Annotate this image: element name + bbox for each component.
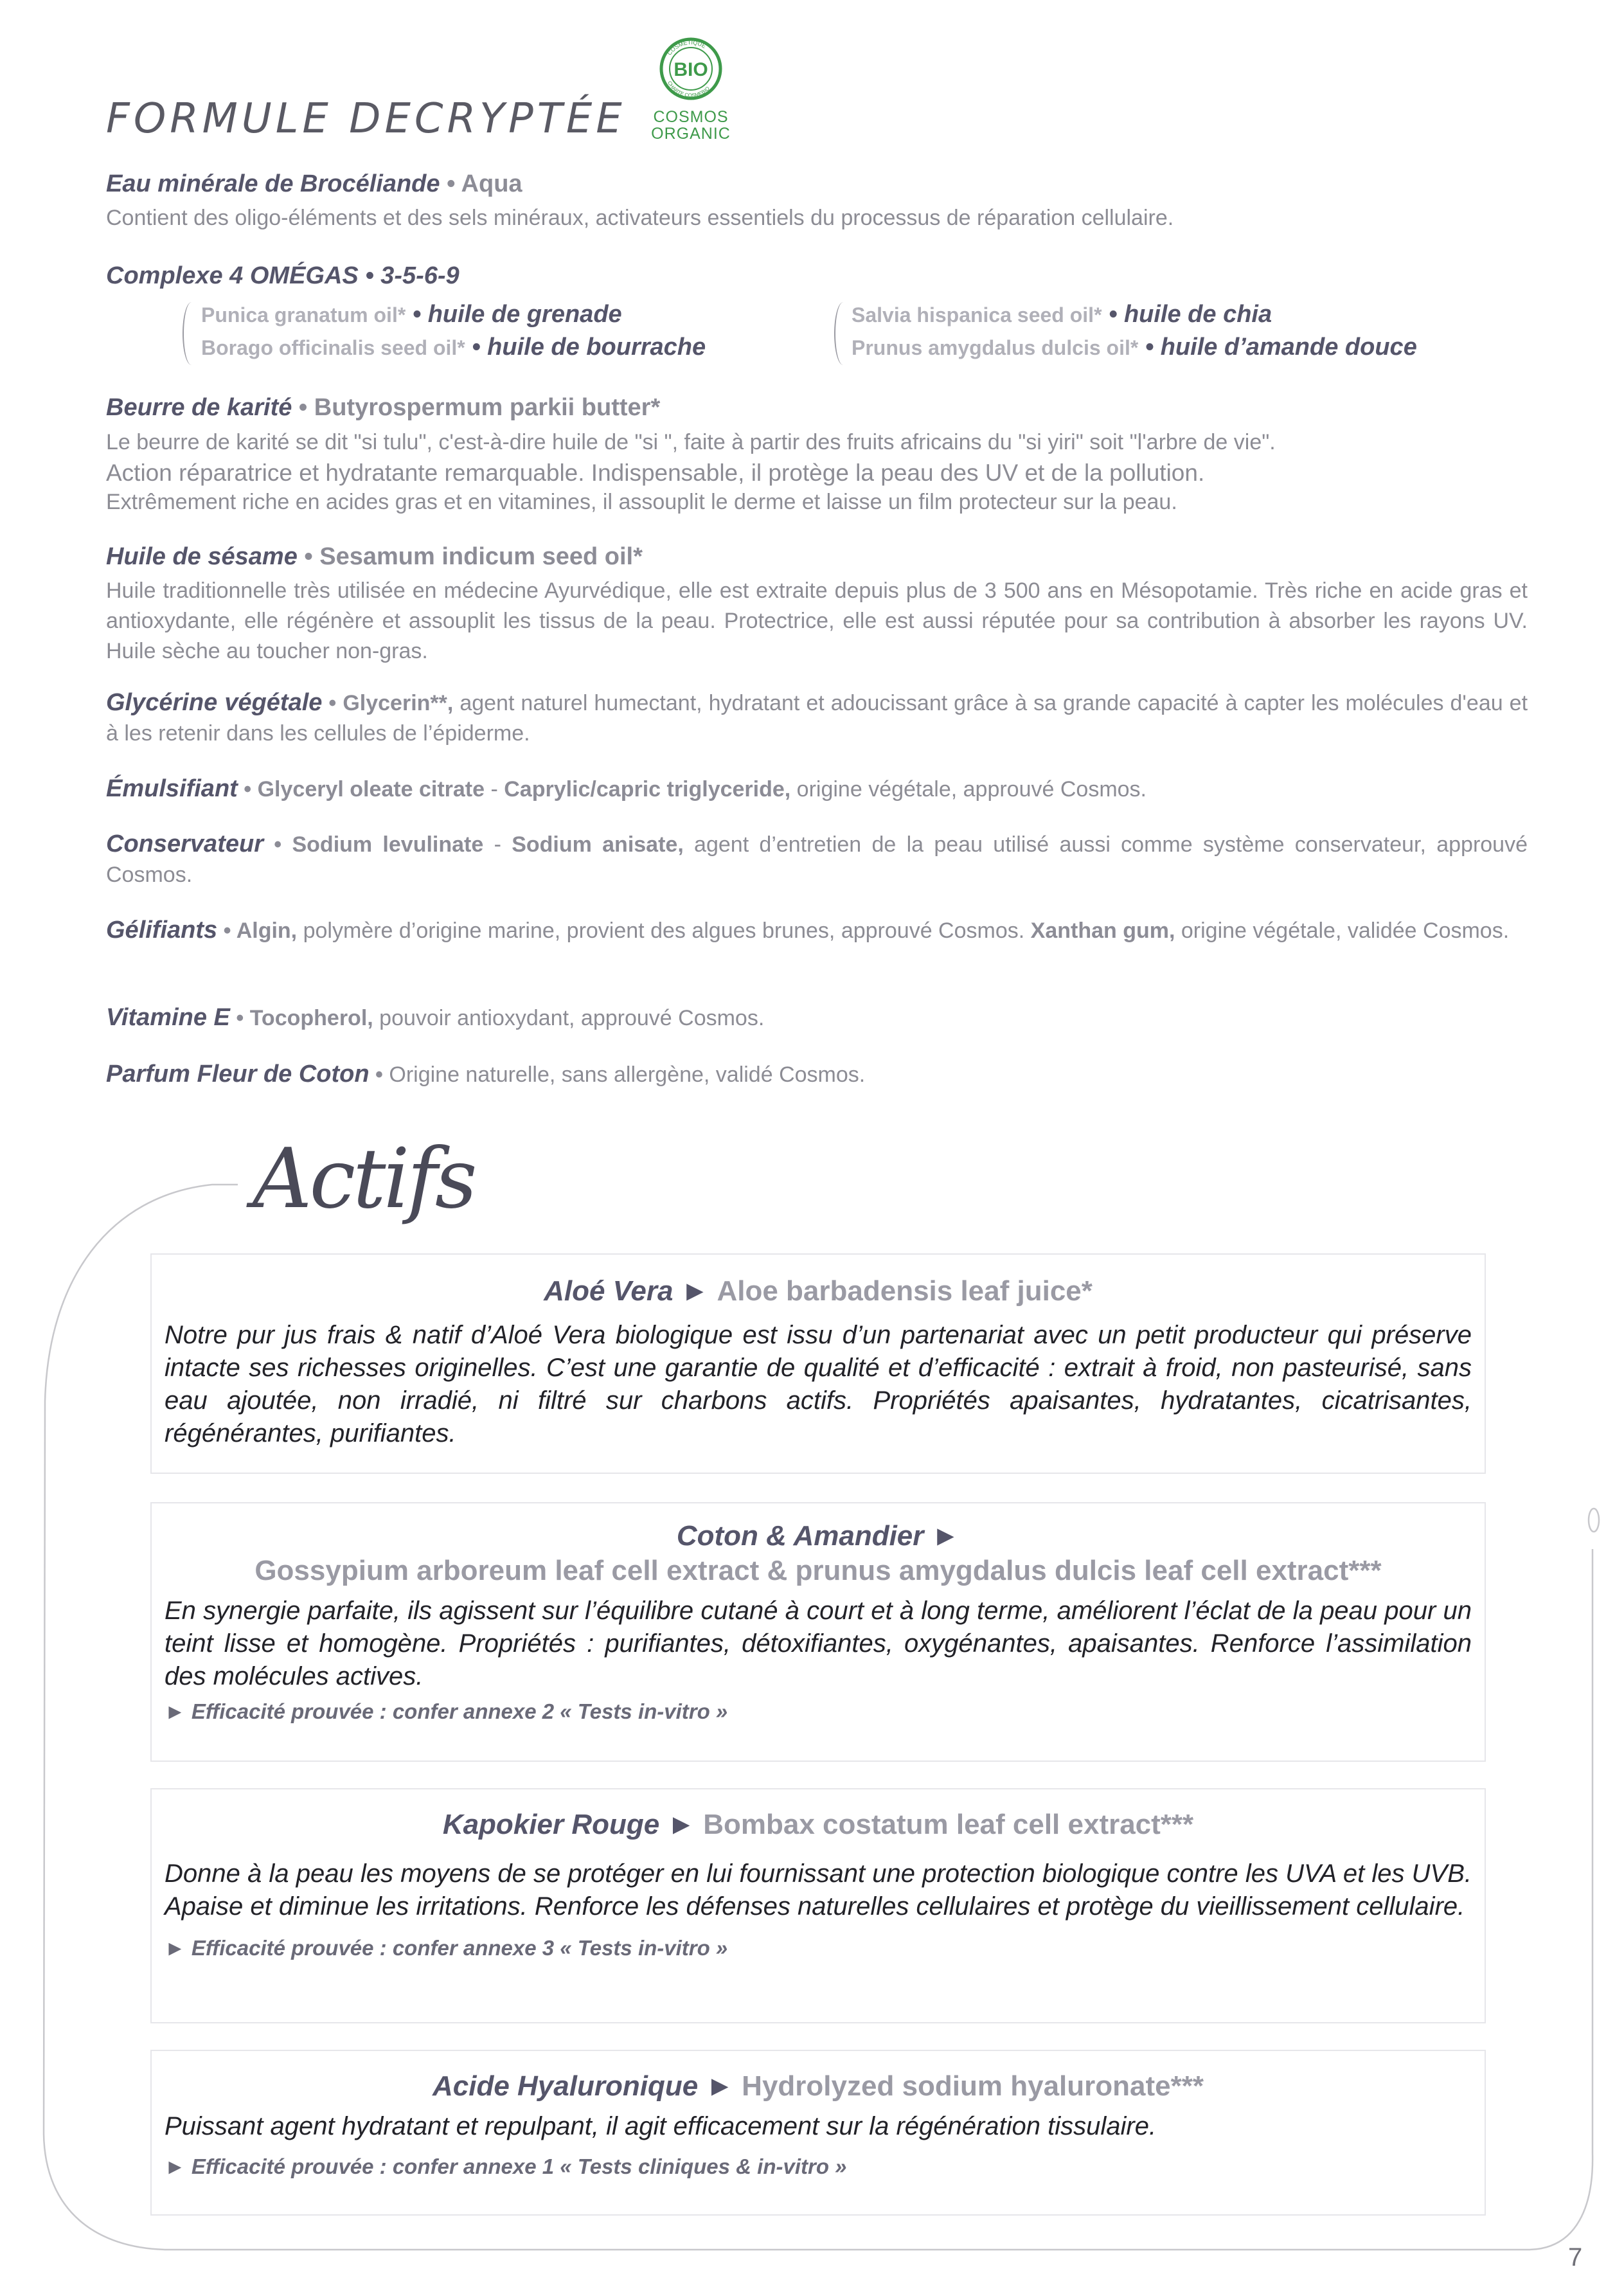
logo-line-2: ORGANIC — [651, 125, 731, 143]
svg-text:BIO: BIO — [674, 59, 708, 80]
actif-card-heading: Kapokier Rouge ► Bombax costatum leaf cell extract*** — [442, 1809, 1194, 1840]
ingredient-karite-line-3: Extrêmement riche en acides gras et en vitamines, il assouplit le derme et laisse un film protecteur sur la peau. — [106, 490, 1177, 514]
omega-item-chia: Salvia hispanica seed oil* • huile de chia — [852, 301, 1272, 328]
actifs-title: Actifs — [253, 1131, 475, 1227]
bracket-right — [834, 302, 852, 365]
svg-text:CHARTE COSMEBIO: CHARTE COSMEBIO — [666, 80, 711, 99]
actif-card-footer: ► Efficacité prouvée : confer annexe 1 « Tests cliniques & in-vitro » — [165, 2155, 847, 2178]
ingredient-eau: Eau minérale de Brocéliande • Aqua — [106, 170, 522, 197]
ingredient-karite-line-1: Le beurre de karité se dit "si tulu", c'est-à-dire huile de "si ", faite à partir des fruits africains du "si yiri" soit "l'arbre de vie". — [106, 430, 1276, 454]
ingredient-conservateur: Conservateur • Sodium levulinate - Sodium anisate, agent d’entretien de la peau utilisé aussi comme système conservateur, approuvé Cosmos. — [106, 830, 1528, 887]
actif-card-aloe — [150, 1253, 1486, 1474]
actif-card-text: Notre pur jus frais & natif d’Aloé Vera biologique est issu d’un partenariat avec un petit producteur qui préserve intacte ses richesses originelles. C’est une garantie de qualité et d’efficacité : extrait à froid, non pasteurisé, sans eau ajoutée, non irradié, ni filtré sur charbons actifs. Propriétés apaisantes, hydratantes, cicatrisantes, régénérantes, purifiantes. — [165, 1321, 1472, 1447]
omega-item-amande: Prunus amygdalus dulcis oil* • huile d’amande douce — [852, 334, 1417, 361]
ingredient-karite-line-2: Action réparatrice et hydratante remarquable. Indispensable, il protège la peau des UV et de la pollution. — [106, 460, 1205, 486]
actif-card-text: Puissant agent hydratant et repulpant, il agit efficacement sur la régénération tissulaire. — [165, 2112, 1157, 2140]
ingredient-sesame: Huile de sésame • Sesamum indicum seed oil* — [106, 543, 643, 570]
actif-card-hyaluronique — [150, 2050, 1486, 2216]
page-number: 7 — [1568, 2243, 1583, 2272]
ingredient-sesame-desc: Huile traditionnelle très utilisée en médecine Ayurvédique, elle est extraite depuis plus de 3 500 ans en Mésopotamie. Très riche en acide gras et antioxydante, elle régénère et assouplit les tissus de la peau. Protectrice, elle est aussi réputée pour sa contribution à absorber les rayons UV. Huile sèche au toucher non-gras. — [106, 578, 1528, 663]
actif-card-sci: Gossypium arboreum leaf cell extract & prunus amygdalus dulcis leaf cell extract*** — [254, 1555, 1382, 1586]
actif-card-heading: Acide Hyaluronique ► Hydrolyzed sodium hyaluronate*** — [432, 2070, 1204, 2102]
actif-card-text: Donne à la peau les moyens de se protéger en lui fournissant une protection biologique contre les UVA et les UVB. Apaise et diminue les irritations. Renforce les défenses naturelles cellulaires et protège du vieillissement cellulaire. — [165, 1859, 1472, 1921]
ingredient-omegas: Complexe 4 OMÉGAS • 3-5-6-9 — [106, 262, 460, 289]
omega-item-bourrache: Borago officinalis seed oil* • huile de bourrache — [201, 334, 706, 361]
ingredient-glycerine: Glycérine végétale • Glycerin**, agent naturel humectant, hydratant et adoucissant grâce à sa grande capacité à capter les molécules d'eau et à les retenir dans les cellules de l’épiderme. — [106, 689, 1528, 746]
actif-card-heading: Aloé Vera ► Aloe barbadensis leaf juice* — [544, 1275, 1093, 1307]
svg-text:COSMÉTIQUE: COSMÉTIQUE — [666, 39, 708, 57]
omega-item-grenade: Punica granatum oil* • huile de grenade — [201, 301, 622, 328]
ingredient-vitamine-e: Vitamine E • Tocopherol, pouvoir antioxydant, approuvé Cosmos. — [106, 1004, 765, 1031]
ingredient-emulsifiant: Émulsifiant • Glyceryl oleate citrate - Caprylic/capric triglyceride, origine végétale, approuvé Cosmos. — [106, 775, 1147, 802]
bracket-left — [183, 302, 201, 365]
ingredient-parfum: Parfum Fleur de Coton • Origine naturelle, sans allergène, validé Cosmos. — [106, 1061, 866, 1088]
actif-card-coton — [150, 1502, 1486, 1762]
actif-card-footer: ► Efficacité prouvée : confer annexe 2 « Tests in-vitro » — [165, 1699, 728, 1723]
actif-card-heading: Coton & Amandier ► — [676, 1520, 960, 1552]
bio-seal-icon — [652, 35, 729, 106]
scroll-handle-icon — [1587, 1507, 1600, 1546]
actif-card-footer: ► Efficacité prouvée : confer annexe 3 « Tests in-vitro » — [165, 1936, 728, 1960]
ingredient-karite: Beurre de karité • Butyrospermum parkii butter* — [106, 394, 661, 421]
actif-card-kapokier — [150, 1788, 1486, 2023]
ingredient-eau-desc: Contient des oligo-éléments et des sels minéraux, activateurs essentiels du processus de réparation cellulaire. — [106, 206, 1174, 230]
page-title: FORMULE DECRYPTÉE — [106, 95, 626, 143]
ingredient-gelifiants: Gélifiants • Algin, polymère d’origine marine, provient des algues brunes, approuvé Cosmos. Xanthan gum, origine végétale, validée Cosmos. — [106, 917, 1510, 944]
cosmos-organic-logo — [646, 35, 736, 142]
logo-line-1: COSMOS — [653, 108, 729, 126]
actif-card-text: En synergie parfaite, ils agissent sur l’équilibre cutané à court et à long terme, améliorent l’éclat de la peau pour un teint lisse et homogène. Propriétés : purifiantes, détoxifiantes, oxygénantes, apaisantes. Renforce l’assimilation des molécules actives. — [165, 1597, 1472, 1690]
